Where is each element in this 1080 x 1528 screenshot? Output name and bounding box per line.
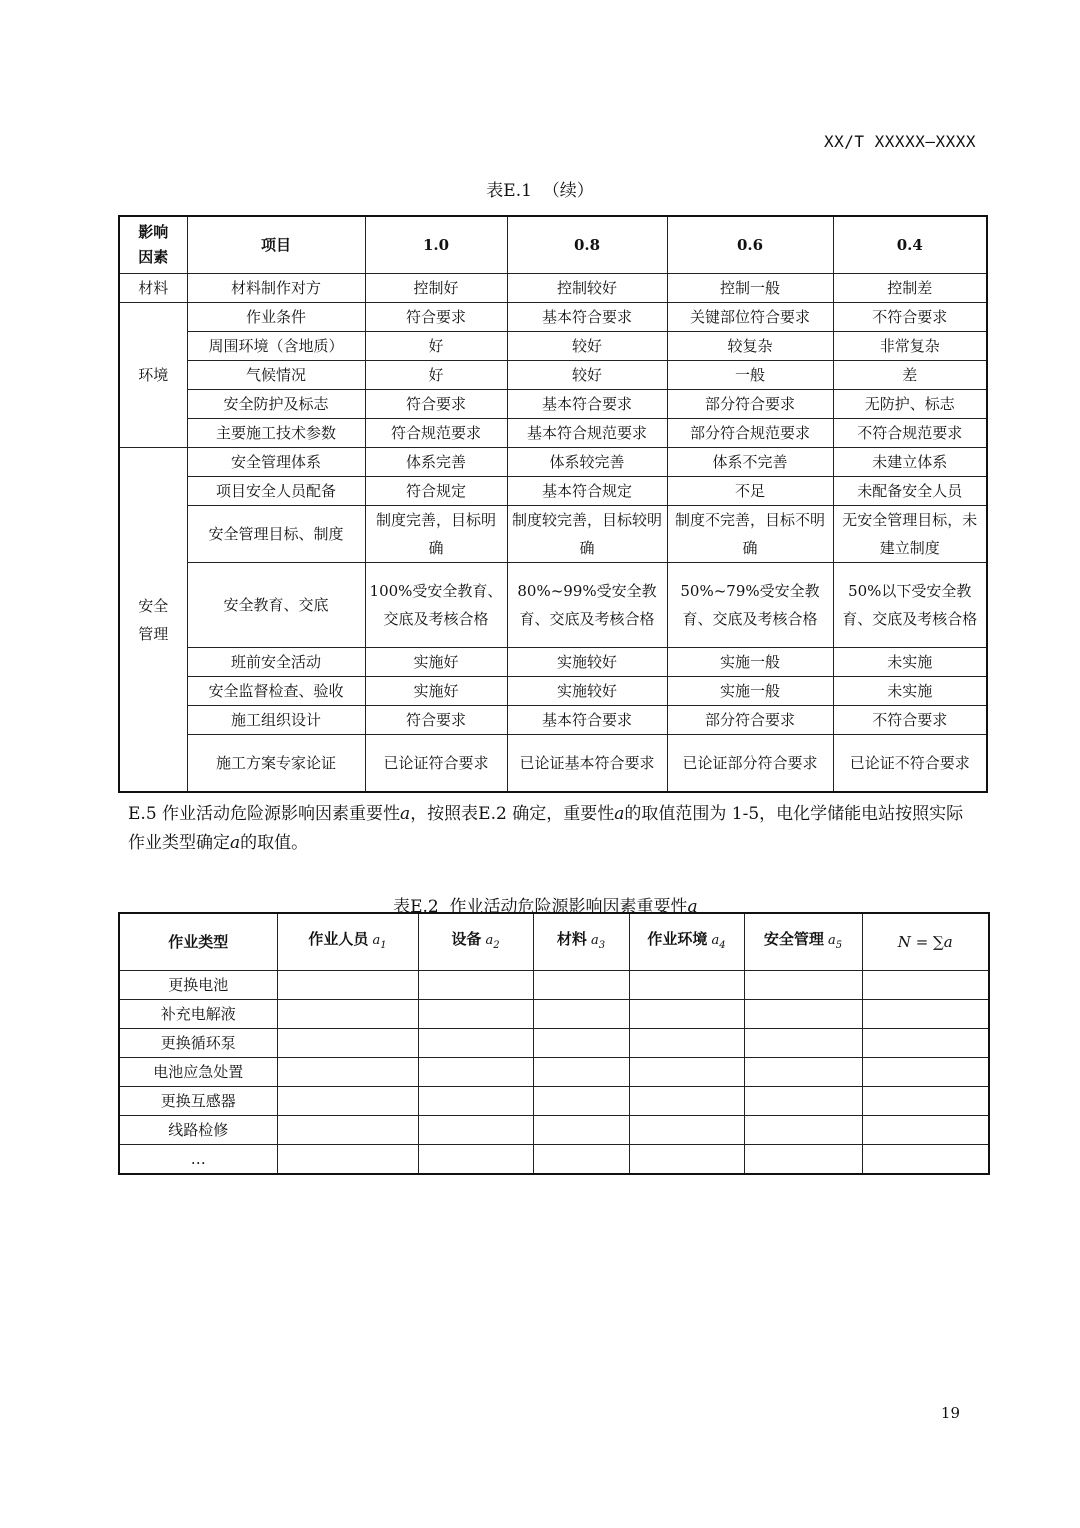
empty-cell — [418, 971, 533, 1000]
empty-cell — [418, 1058, 533, 1087]
score-cell: 不足 — [667, 477, 833, 506]
empty-cell — [418, 1145, 533, 1175]
score-cell: 符合规范要求 — [365, 419, 507, 448]
empty-cell — [629, 1029, 744, 1058]
table1-row — [119, 332, 987, 361]
empty-cell — [744, 971, 862, 1000]
table1-title: 表E.1 （续） — [486, 181, 594, 201]
score-cell: 控制较好 — [507, 274, 667, 303]
table2-row — [119, 1000, 989, 1029]
empty-cell — [862, 1116, 989, 1145]
score-cell: 未实施 — [833, 677, 987, 706]
empty-cell — [533, 1000, 629, 1029]
score-cell: 实施一般 — [667, 677, 833, 706]
empty-cell — [533, 1116, 629, 1145]
table2-row — [119, 1087, 989, 1116]
empty-cell — [418, 1116, 533, 1145]
empty-cell — [629, 1116, 744, 1145]
score-cell: 100%受安全教育、交底及考核合格 — [365, 563, 507, 648]
score-cell: 制度较完善，目标较明确 — [507, 506, 667, 563]
table2-row — [119, 1058, 989, 1087]
table1-row — [119, 677, 987, 706]
score-cell: 基本符合要求 — [507, 706, 667, 735]
work-type-cell: 更换循环泵 — [119, 1029, 277, 1058]
empty-cell — [277, 1087, 418, 1116]
empty-cell — [533, 1087, 629, 1116]
score-cell: 基本符合规范要求 — [507, 419, 667, 448]
score-cell: 部分符合规范要求 — [667, 419, 833, 448]
score-cell: 已论证基本符合要求 — [507, 735, 667, 793]
score-cell: 基本符合要求 — [507, 303, 667, 332]
empty-cell — [629, 1145, 744, 1175]
item-cell: 安全教育、交底 — [187, 563, 365, 648]
factor-cell: 安全 管理 — [119, 448, 187, 793]
score-cell: 已论证不符合要求 — [833, 735, 987, 793]
empty-cell — [629, 1058, 744, 1087]
score-cell: 部分符合要求 — [667, 390, 833, 419]
empty-cell — [744, 1000, 862, 1029]
item-cell: 班前安全活动 — [187, 648, 365, 677]
score-cell: 非常复杂 — [833, 332, 987, 361]
score-cell: 已论证部分符合要求 — [667, 735, 833, 793]
work-type-cell: 电池应急处置 — [119, 1058, 277, 1087]
empty-cell — [744, 1145, 862, 1175]
score-cell: 未配备安全人员 — [833, 477, 987, 506]
table1-row — [119, 361, 987, 390]
table1-row — [119, 735, 987, 793]
score-cell: 实施好 — [365, 677, 507, 706]
score-cell: 制度不完善，目标不明确 — [667, 506, 833, 563]
score-cell: 体系完善 — [365, 448, 507, 477]
table2-header-cell: 作业环境 $a_4$ — [629, 913, 744, 971]
empty-cell — [862, 1087, 989, 1116]
score-cell: 基本符合规定 — [507, 477, 667, 506]
item-cell: 周围环境（含地质） — [187, 332, 365, 361]
item-cell: 施工方案专家论证 — [187, 735, 365, 793]
empty-cell — [744, 1029, 862, 1058]
table1-row — [119, 506, 987, 563]
score-cell: 符合要求 — [365, 706, 507, 735]
table1-row — [119, 303, 987, 332]
table1-header-cell: 0.8 — [507, 216, 667, 274]
score-cell: 较好 — [507, 332, 667, 361]
score-cell: 不符合规范要求 — [833, 419, 987, 448]
score-cell: 控制一般 — [667, 274, 833, 303]
work-type-cell: 更换互感器 — [119, 1087, 277, 1116]
empty-cell — [862, 971, 989, 1000]
hazard-factor-table — [118, 215, 988, 793]
table1-row — [119, 274, 987, 303]
work-type-cell: … — [119, 1145, 277, 1175]
score-cell: 体系较完善 — [507, 448, 667, 477]
score-cell: 50%以下受安全教育、交底及考核合格 — [833, 563, 987, 648]
empty-cell — [744, 1116, 862, 1145]
table2-header-cell: 安全管理 $a_5$ — [744, 913, 862, 971]
standard-code: XX/T XXXXX—XXXX — [824, 132, 976, 151]
table1-header-row — [119, 216, 987, 274]
score-cell: 好 — [365, 332, 507, 361]
table2-header-cell: 作业人员 $a_1$ — [277, 913, 418, 971]
table2-header-cell: 作业类型 — [119, 913, 277, 971]
score-cell: 基本符合要求 — [507, 390, 667, 419]
empty-cell — [277, 1145, 418, 1175]
empty-cell — [418, 1087, 533, 1116]
score-cell: 实施较好 — [507, 648, 667, 677]
score-cell: 符合要求 — [365, 390, 507, 419]
table1-header-cell: 影响 因素 — [119, 216, 187, 274]
score-cell: 无安全管理目标，未建立制度 — [833, 506, 987, 563]
table1-header-cell: 1.0 — [365, 216, 507, 274]
table2-header-cell: N = ∑a — [862, 913, 989, 971]
empty-cell — [533, 1029, 629, 1058]
work-type-cell: 线路检修 — [119, 1116, 277, 1145]
empty-cell — [277, 971, 418, 1000]
score-cell: 实施好 — [365, 648, 507, 677]
score-cell: 制度完善，目标明确 — [365, 506, 507, 563]
table2-header-cell: 材料 $a_3$ — [533, 913, 629, 971]
table1-row — [119, 706, 987, 735]
item-cell: 施工组织设计 — [187, 706, 365, 735]
score-cell: 不符合要求 — [833, 706, 987, 735]
empty-cell — [744, 1058, 862, 1087]
item-cell: 安全管理体系 — [187, 448, 365, 477]
item-cell: 作业条件 — [187, 303, 365, 332]
section-e5-paragraph: E.5 作业活动危险源影响因素重要性a，按照表E.2 确定，重要性a的取值范围为 1-5，电化学储能电站按照实际作业类型确定a的取值。 — [128, 804, 964, 853]
table2-row — [119, 1029, 989, 1058]
empty-cell — [862, 1000, 989, 1029]
table1-header-cell: 0.6 — [667, 216, 833, 274]
table2-header-row — [119, 913, 989, 971]
score-cell: 符合要求 — [365, 303, 507, 332]
table1-header-cell: 项目 — [187, 216, 365, 274]
empty-cell — [744, 1087, 862, 1116]
score-cell: 80%~99%受安全教育、交底及考核合格 — [507, 563, 667, 648]
table1-row — [119, 448, 987, 477]
empty-cell — [533, 971, 629, 1000]
empty-cell — [277, 1000, 418, 1029]
table1-row — [119, 648, 987, 677]
work-type-cell: 更换电池 — [119, 971, 277, 1000]
work-type-cell: 补充电解液 — [119, 1000, 277, 1029]
score-cell: 较复杂 — [667, 332, 833, 361]
table1-row — [119, 477, 987, 506]
score-cell: 未建立体系 — [833, 448, 987, 477]
item-cell: 主要施工技术参数 — [187, 419, 365, 448]
empty-cell — [862, 1145, 989, 1175]
importance-table — [118, 912, 990, 1175]
table1-row — [119, 390, 987, 419]
empty-cell — [418, 1000, 533, 1029]
table2-row — [119, 971, 989, 1000]
empty-cell — [533, 1058, 629, 1087]
empty-cell — [533, 1145, 629, 1175]
table1-header-cell: 0.4 — [833, 216, 987, 274]
score-cell: 好 — [365, 361, 507, 390]
empty-cell — [418, 1029, 533, 1058]
table1-row — [119, 563, 987, 648]
empty-cell — [277, 1116, 418, 1145]
score-cell: 不符合要求 — [833, 303, 987, 332]
score-cell: 50%~79%受安全教育、交底及考核合格 — [667, 563, 833, 648]
score-cell: 一般 — [667, 361, 833, 390]
empty-cell — [862, 1058, 989, 1087]
score-cell: 无防护、标志 — [833, 390, 987, 419]
score-cell: 符合规定 — [365, 477, 507, 506]
score-cell: 未实施 — [833, 648, 987, 677]
item-cell: 安全管理目标、制度 — [187, 506, 365, 563]
score-cell: 实施较好 — [507, 677, 667, 706]
score-cell: 控制好 — [365, 274, 507, 303]
score-cell: 实施一般 — [667, 648, 833, 677]
table2-header-cell: 设备 $a_2$ — [418, 913, 533, 971]
empty-cell — [629, 1087, 744, 1116]
empty-cell — [277, 1058, 418, 1087]
item-cell: 安全监督检查、验收 — [187, 677, 365, 706]
score-cell: 较好 — [507, 361, 667, 390]
factor-cell: 环境 — [119, 303, 187, 448]
page-number: 19 — [940, 1404, 960, 1422]
factor-cell: 材料 — [119, 274, 187, 303]
score-cell: 关键部位符合要求 — [667, 303, 833, 332]
score-cell: 部分符合要求 — [667, 706, 833, 735]
score-cell: 体系不完善 — [667, 448, 833, 477]
score-cell: 控制差 — [833, 274, 987, 303]
empty-cell — [277, 1029, 418, 1058]
table2-row — [119, 1145, 989, 1175]
empty-cell — [629, 1000, 744, 1029]
empty-cell — [629, 971, 744, 1000]
empty-cell — [862, 1029, 989, 1058]
table2-title: 表E.2 作业活动危险源影响因素重要性a — [393, 897, 698, 917]
item-cell: 安全防护及标志 — [187, 390, 365, 419]
item-cell: 项目安全人员配备 — [187, 477, 365, 506]
table1-row — [119, 419, 987, 448]
item-cell: 材料制作对方 — [187, 274, 365, 303]
score-cell: 已论证符合要求 — [365, 735, 507, 793]
table2-row — [119, 1116, 989, 1145]
item-cell: 气候情况 — [187, 361, 365, 390]
score-cell: 差 — [833, 361, 987, 390]
